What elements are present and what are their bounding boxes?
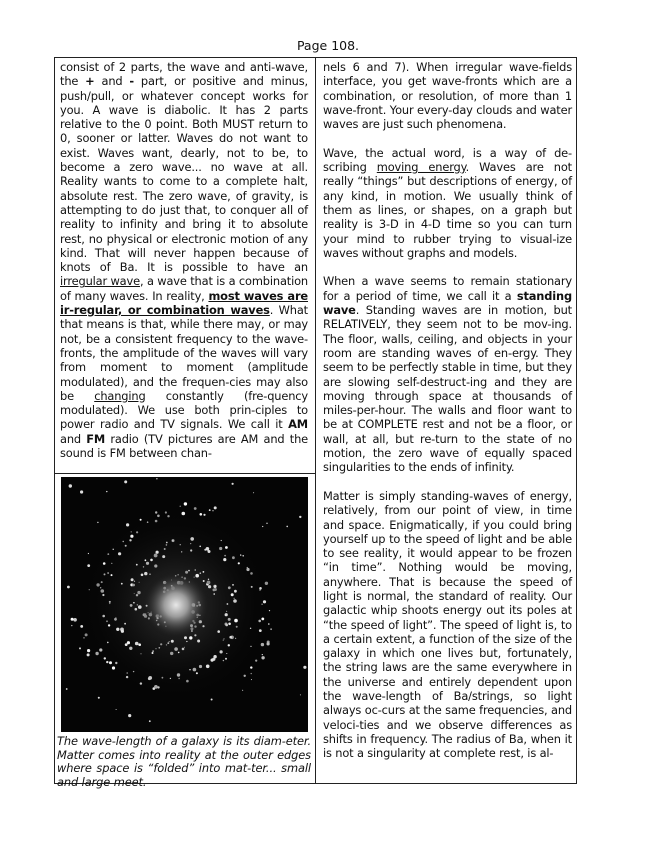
field-star (250, 646, 251, 647)
galaxy-star (123, 541, 124, 542)
galaxy-star (223, 558, 226, 561)
galaxy-star (207, 581, 211, 585)
field-star (232, 483, 234, 485)
text-run: irregular wave (60, 274, 140, 289)
galaxy-star (228, 623, 231, 626)
galaxy-star (235, 638, 236, 639)
galaxy-star (71, 625, 72, 626)
galaxy-star (199, 546, 201, 548)
galaxy-star (154, 564, 157, 567)
galaxy-star (208, 585, 211, 588)
galaxy-star (165, 511, 167, 513)
galaxy-star (112, 666, 115, 669)
text-run: moving energy (376, 160, 466, 175)
galaxy-star (242, 690, 243, 691)
galaxy-star (130, 535, 133, 538)
galaxy-star (131, 578, 134, 581)
galaxy-star (71, 618, 74, 621)
text-run: When a wave seems to remain stationary for a period of time, we call it a (323, 274, 572, 303)
text-run: consist of 2 parts, the wave and anti-wave, the (60, 60, 308, 89)
field-star (66, 688, 68, 690)
galaxy-star (199, 665, 202, 668)
galaxy-star (131, 531, 132, 532)
galaxy-star (221, 540, 222, 541)
galaxy-star (133, 671, 134, 672)
galaxy-star (141, 574, 144, 577)
galaxy-star (219, 547, 222, 550)
galaxy-star (262, 654, 263, 655)
field-star (203, 514, 205, 516)
field-star (149, 720, 151, 722)
galaxy-star (261, 656, 264, 659)
galaxy-star (115, 662, 117, 664)
galaxy-star (116, 628, 119, 631)
galaxy-star (203, 571, 205, 573)
galaxy-star (137, 604, 138, 605)
galaxy-star (154, 685, 158, 689)
galaxy-star (167, 642, 169, 644)
galaxy-star (246, 568, 249, 571)
galaxy-star (80, 625, 83, 628)
page-number: Page 108. (296, 38, 360, 53)
galaxy-star (155, 511, 157, 513)
galaxy-star (83, 637, 84, 638)
two-column-frame (54, 57, 577, 789)
galaxy-star (225, 624, 228, 627)
galaxy-star (265, 582, 268, 585)
galaxy-graphic (61, 477, 308, 732)
galaxy-star (208, 550, 211, 553)
field-star (128, 714, 131, 717)
galaxy-image (61, 477, 308, 732)
galaxy-star (244, 675, 246, 677)
text-run: . Standing waves are in motion, but RELATIVELY, they seem not to be mov-ing. The floor, walls, ceiling, and objects in your room are standing waves of en-ergy. They seem to be perfectly stable in time, but they are slowing self-destruct-ing and they are moving through space at thousands of miles-per-hour. The walls and floor want to be at COMPLETE rest and not be a floor, or wall, at all, but re-turn to the state of no motion, the zero wave of equally spaced singularities to the ends of infinity. (323, 303, 572, 475)
field-star (87, 564, 90, 567)
galaxy-star (213, 593, 215, 595)
galaxy-star (261, 643, 264, 646)
field-star (234, 590, 237, 593)
galaxy-star (114, 618, 117, 621)
field-star (188, 570, 190, 572)
galaxy-star (209, 509, 211, 511)
galaxy-star (170, 678, 171, 679)
galaxy-star (178, 678, 179, 679)
galaxy-star (169, 641, 170, 642)
field-star (299, 516, 301, 518)
galaxy-star (162, 677, 164, 679)
galaxy-star (255, 660, 257, 662)
galaxy-star (189, 669, 190, 670)
galaxy-star (190, 549, 192, 551)
text-run: part, or positive and minus, push/pull, or whatever concept works for you. A wave is diabolic. It has 2 parts relative to the 0 point. Both MUST return to 0, sooner or latter. Waves do not want to exist. Waves want, dearly, not to be, to become a zero wave... no wave at all. Reality wants to come to a complete halt, absolute rest. The zero wave, of gravity, is attempting to do just that, to conquer all of reality to infinity and bring it to absolute rest, no physical or electronic motion of any kind. That will never happen because of knots of Ba. It is possible to have an (60, 74, 308, 275)
galaxy-star (180, 544, 181, 545)
galaxy-star (250, 572, 253, 575)
galaxy-star (79, 647, 81, 649)
field-star (121, 583, 123, 585)
text-run: radio (TV pictures are AM and the sound is FM between chan- (60, 431, 308, 461)
galaxy-star (251, 586, 253, 588)
galaxy-star (208, 579, 209, 580)
galaxy-star (250, 666, 252, 668)
galaxy-star (232, 556, 235, 559)
text-run: standing wave (323, 288, 572, 318)
field-star (87, 653, 90, 656)
field-star (89, 589, 90, 590)
text-run: - (129, 74, 134, 89)
galaxy-star (223, 638, 224, 639)
galaxy-star (106, 661, 108, 663)
galaxy-star (166, 542, 168, 544)
galaxy-star (182, 648, 185, 651)
galaxy-star (157, 515, 160, 518)
right-paragraph-4 (323, 489, 572, 761)
text-run: . What that means is that, while there may, or may not, be a consistent frequency to the wave-fronts, the amplitude of the waves will vary from moment to moment (amplitude modulated), and the frequen-cies may also be (60, 303, 308, 403)
galaxy-star (109, 601, 111, 603)
text-run: Matter is simply standing-waves of energy, relatively, from our point of view, in time and space. Enigmatically, if you could bring yourself up to the speed of light and be able to see reality, it would appear to be frozen “in time”. Nothing would be moving, anywhere. That is because the speed of light is normal, the standard of reality. Our galactic whip shoots energy out its poles at “the speed of light”. The speed of light is, to a certain extent, a function of the size of the galaxy in which one lives but, fortunately, the string laws are the same everywhere in the universe and entirely dependent upon the wave-length of Ba/strings, so light always oc-curs at the same frequencies, and veloci-ties and we observe differences as shifts in frequency. The radius of Ba, when it is not a singularity at complete rest, is al- (323, 488, 572, 761)
galaxy-star (193, 668, 197, 672)
galaxy-star (108, 624, 110, 626)
field-star (266, 523, 267, 524)
text-run: FM (86, 431, 106, 446)
galaxy-star (150, 559, 153, 562)
galaxy-star (228, 644, 230, 646)
galaxy-star (186, 641, 187, 642)
galaxy-star (228, 586, 231, 589)
galaxy-star (184, 647, 185, 648)
field-star (98, 697, 100, 699)
galaxy-star (99, 648, 102, 651)
galaxy-star (162, 555, 165, 558)
galaxy-star (178, 652, 180, 654)
galaxy-star (133, 602, 135, 604)
galaxy-star (234, 598, 235, 599)
galaxy-star (154, 554, 158, 558)
field-star (232, 584, 234, 586)
right-paragraph-1 (323, 60, 572, 131)
galaxy-star (226, 653, 227, 654)
galaxy-star (126, 672, 128, 674)
right-paragraph-3 (323, 274, 572, 474)
galaxy-star (149, 573, 151, 575)
galaxy-star (259, 629, 262, 632)
field-star (217, 630, 220, 633)
galaxy-star (247, 567, 248, 568)
galaxy-star (225, 546, 228, 549)
galaxy-star (129, 539, 131, 541)
field-star (303, 666, 306, 669)
galaxy-star (118, 552, 121, 555)
galaxy-star (227, 603, 229, 605)
galaxy-star (111, 574, 113, 576)
galaxy-star (135, 642, 139, 646)
galaxy-star (140, 519, 142, 521)
galaxy-star (263, 600, 266, 603)
galaxy-star (166, 644, 167, 645)
galaxy-star (211, 659, 214, 662)
galaxy-star (148, 677, 151, 680)
galaxy-star (103, 562, 106, 565)
field-star (116, 709, 117, 710)
galaxy-star (233, 599, 237, 603)
galaxy-star (104, 573, 106, 575)
galaxy-star (138, 605, 142, 609)
field-star (106, 491, 107, 492)
galaxy-star (180, 506, 181, 507)
text-run: constantly (fre-quency modulated). We use both prin-ciples to power radio and TV signals. We call it (60, 388, 308, 432)
field-star (300, 694, 301, 695)
field-star (225, 658, 227, 660)
galaxy-star (236, 626, 238, 628)
galaxy-star (129, 647, 132, 650)
galaxy-star (194, 634, 196, 636)
galaxy-star (234, 619, 238, 623)
galaxy-star (107, 572, 109, 574)
galaxy-star (206, 665, 210, 669)
galaxy-core (142, 571, 210, 639)
galaxy-star (109, 661, 112, 664)
field-star (253, 492, 254, 493)
text-run: Wave, the actual word, is a way of de-scribing (323, 145, 572, 175)
galaxy-star (223, 640, 224, 641)
galaxy-star (139, 582, 140, 583)
galaxy-star (87, 649, 90, 652)
field-star (211, 699, 213, 701)
galaxy-star (156, 551, 159, 554)
text-run: and (60, 431, 87, 446)
text-run: changing (94, 388, 146, 403)
galaxy-star (171, 640, 174, 643)
galaxy-star (240, 554, 241, 555)
galaxy-star (238, 562, 240, 564)
left-column (60, 60, 308, 460)
galaxy-star (100, 587, 101, 588)
field-star (124, 480, 127, 483)
galaxy-star (144, 572, 147, 575)
galaxy-star (167, 515, 169, 517)
galaxy-star (115, 617, 116, 618)
text-run: AM (288, 417, 308, 432)
galaxy-star (268, 623, 270, 625)
text-run: . Waves are not really “things” but descriptions of energy, of any kind, in motion. We usually think of them as lines, or shapes, on a graph but reality is 3-D in 4-D time so you can turn your mind to rubber trying to visual-ize waves without graphs and models. (323, 160, 572, 260)
galaxy-star (189, 636, 192, 639)
field-star (181, 551, 182, 552)
field-star (97, 522, 98, 523)
figure-rule (55, 473, 315, 474)
galaxy-star (186, 680, 189, 683)
galaxy-star (190, 543, 191, 544)
field-star (156, 478, 157, 479)
galaxy-star (130, 604, 133, 607)
galaxy-star (174, 647, 178, 651)
galaxy-star (195, 569, 196, 570)
galaxy-star (177, 673, 180, 676)
figure-caption: The wave-length of a galaxy is its diam-eter. Matter comes into reality at the outer edges where space is “folded” into mat-ter... small and large meet. (57, 734, 311, 789)
field-star (67, 586, 70, 589)
galaxy-star (251, 679, 252, 680)
galaxy-star (203, 580, 205, 582)
galaxy-star (136, 594, 138, 596)
galaxy-star (134, 581, 135, 582)
galaxy-star (107, 553, 109, 555)
galaxy-star (101, 589, 105, 593)
galaxy-star (155, 520, 158, 523)
galaxy-star (85, 633, 88, 636)
galaxy-star (194, 507, 197, 510)
field-star (80, 490, 83, 493)
galaxy-star (102, 594, 104, 596)
galaxy-star (259, 587, 262, 590)
galaxy-star (147, 521, 149, 523)
galaxy-star (200, 572, 202, 574)
galaxy-star (196, 672, 198, 674)
galaxy-star (195, 574, 199, 578)
galaxy-star (170, 652, 173, 655)
galaxy-star (145, 559, 147, 561)
galaxy-star (231, 593, 234, 596)
galaxy-star (152, 652, 154, 654)
galaxy-star (73, 618, 77, 622)
text-run: most waves are ir-regular, or combination waves (60, 288, 309, 318)
galaxy-star (134, 593, 135, 594)
galaxy-star (223, 660, 224, 661)
text-run: and (94, 74, 130, 89)
field-star (262, 526, 263, 527)
field-star (126, 523, 129, 526)
galaxy-star (121, 630, 124, 633)
galaxy-star (269, 610, 270, 611)
galaxy-star (182, 512, 186, 516)
field-star (286, 526, 288, 528)
left-paragraph-1 (60, 60, 308, 460)
galaxy-star (136, 531, 138, 533)
galaxy-star (197, 640, 200, 643)
galaxy-star (156, 648, 157, 649)
galaxy-star (137, 591, 140, 594)
galaxy-star (214, 588, 217, 591)
galaxy-star (212, 510, 213, 511)
galaxy-star (242, 555, 244, 557)
field-star (69, 484, 72, 487)
galaxy-star (267, 642, 270, 645)
field-star (88, 553, 89, 554)
galaxy-star (126, 676, 128, 678)
galaxy-star (143, 566, 144, 567)
galaxy-star (164, 548, 166, 550)
field-star (124, 623, 126, 625)
galaxy-star (104, 657, 106, 659)
galaxy-star (146, 562, 149, 565)
galaxy-star (111, 563, 112, 564)
galaxy-star (261, 604, 262, 605)
galaxy-star (125, 545, 127, 547)
field-star (107, 642, 109, 644)
galaxy-star (200, 513, 203, 516)
column-divider (315, 58, 316, 783)
galaxy-star (184, 502, 187, 505)
galaxy-star (214, 585, 215, 586)
text-run: , a wave that is a combination of many waves. In reality, (60, 274, 308, 303)
galaxy-star (228, 618, 231, 621)
galaxy-star (190, 537, 194, 541)
right-paragraph-2 (323, 146, 572, 260)
galaxy-star (135, 608, 138, 611)
galaxy-star (258, 620, 261, 623)
galaxy-star (101, 581, 103, 583)
right-column (323, 60, 572, 761)
galaxy-star (270, 628, 272, 630)
galaxy-star (220, 650, 223, 653)
galaxy-star (224, 555, 226, 557)
galaxy-star (106, 620, 108, 622)
galaxy-star (96, 583, 99, 586)
galaxy-star (109, 603, 110, 604)
text-run: + (85, 74, 95, 89)
field-star (229, 636, 232, 639)
galaxy-star (159, 647, 161, 649)
galaxy-star (251, 673, 252, 674)
text-run: nels 6 and 7). When irregular wave-fields interface, you get wave-fronts which are a combination, or resolution, of more than 1 wave-front. Your every-day clouds and water waves are just such phenomena. (323, 60, 572, 132)
galaxy-star (261, 618, 264, 621)
galaxy-star (138, 643, 141, 646)
galaxy-star (160, 643, 162, 645)
field-star (250, 628, 251, 629)
galaxy-star (140, 653, 141, 654)
galaxy-star (113, 549, 114, 550)
galaxy-star (140, 682, 142, 684)
galaxy-star (95, 652, 98, 655)
galaxy-star (152, 650, 154, 652)
field-star (136, 564, 138, 566)
galaxy-star (102, 615, 105, 618)
galaxy-star (225, 613, 228, 616)
galaxy-star (132, 584, 135, 587)
galaxy-star (214, 506, 217, 509)
galaxy-star (166, 544, 168, 546)
galaxy-star (125, 643, 128, 646)
galaxy-star (226, 611, 227, 612)
galaxy-star (172, 540, 173, 541)
